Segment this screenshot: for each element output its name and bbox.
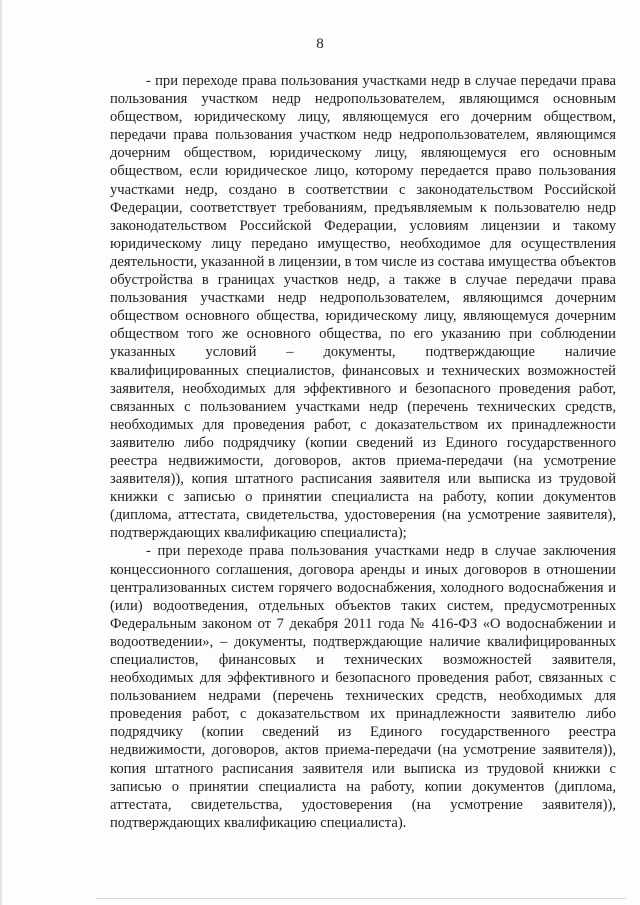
document-body — [110, 72, 616, 832]
page-number: 8 — [316, 36, 324, 52]
page-edge — [0, 0, 2, 905]
paragraph-subsoil-transfer-concession: - при переходе права пользования участками недр в случае заключения концессионного соглашения, договора аренды и иных договоров в отношении централизованных систем горячего водоснабжения, холодного водоснабжения и (или) водоотведения, отдельных объектов таких систем, предусмотренных Федеральным законом от 7 декабря 2011 года № 416-ФЗ «О водоснабжении и водоотведении», – документы, подтверждающие наличие квалифицированных специалистов, финансовых и технических возможностей заявителя, необходимых для эффективного и безопасного проведения работ, связанных с пользованием недрами (перечень технических средств, необходимых для проведения работ, с доказательством их принадлежности заявителю либо подрядчику (копии сведений из Единого государственного реестра недвижимости, договоров, актов приема-передачи (на усмотрение заявителя)), копия штатного расписания заявителя или выписка из трудовой книжки с записью о принятии специалиста на работу, копии документов (диплома, аттестата, свидетельства, удостоверения (на усмотрение заявителя)), подтверждающих квалификацию специалиста). — [110, 543, 616, 831]
page-bottom-divider — [96, 898, 626, 899]
paragraph-subsoil-transfer-subsidiary: - при переходе права пользования участками недр в случае передачи права пользования участком недр недропользователем, являющимся основным обществом, юридическому лицу, являющемуся его дочерним обществом, передачи права пользования участком недр недропользователем, являющимся дочерним обществом, юридическому лицу, являющемуся его основным обществом, если юридическое лицо, которому передается право пользования участками недр, создано в соответствии с законодательством Российской Федерации, соответствует требованиям, предъявляемым к пользователю недр законодательством Российской Федерации, условиям лицензии и такому юридическому лицу передано имущество, необходимое для осуществления деятельности, указанной в лицензии, в том числе из состава имущества объектов обустройства в границах участков недр, а также в случае передачи права пользования участками недр недропользователем, являющимся дочерним обществом основного общества, юридическому лицу, являющемуся дочерним обществом того же основного общества, по его указанию при соблюдении указанных условий – документы, подтверждающие наличие квалифицированных специалистов, финансовых и технических возможностей заявителя, необходимых для эффективного и безопасного проведения работ, связанных с пользованием участками недр (перечень технических средств, необходимых для проведения работ, с доказательством их принадлежности заявителю либо подрядчику (копии сведений из Единого государственного реестра недвижимости, договоров, актов приема-передачи (на усмотрение заявителя)), копия штатного расписания заявителя или выписка из трудовой книжки с записью о принятии специалиста на работу, копии документов (диплома, аттестата, свидетельства, удостоверения (на усмотрение заявителя), подтверждающих квалификацию специалиста); — [110, 73, 616, 542]
